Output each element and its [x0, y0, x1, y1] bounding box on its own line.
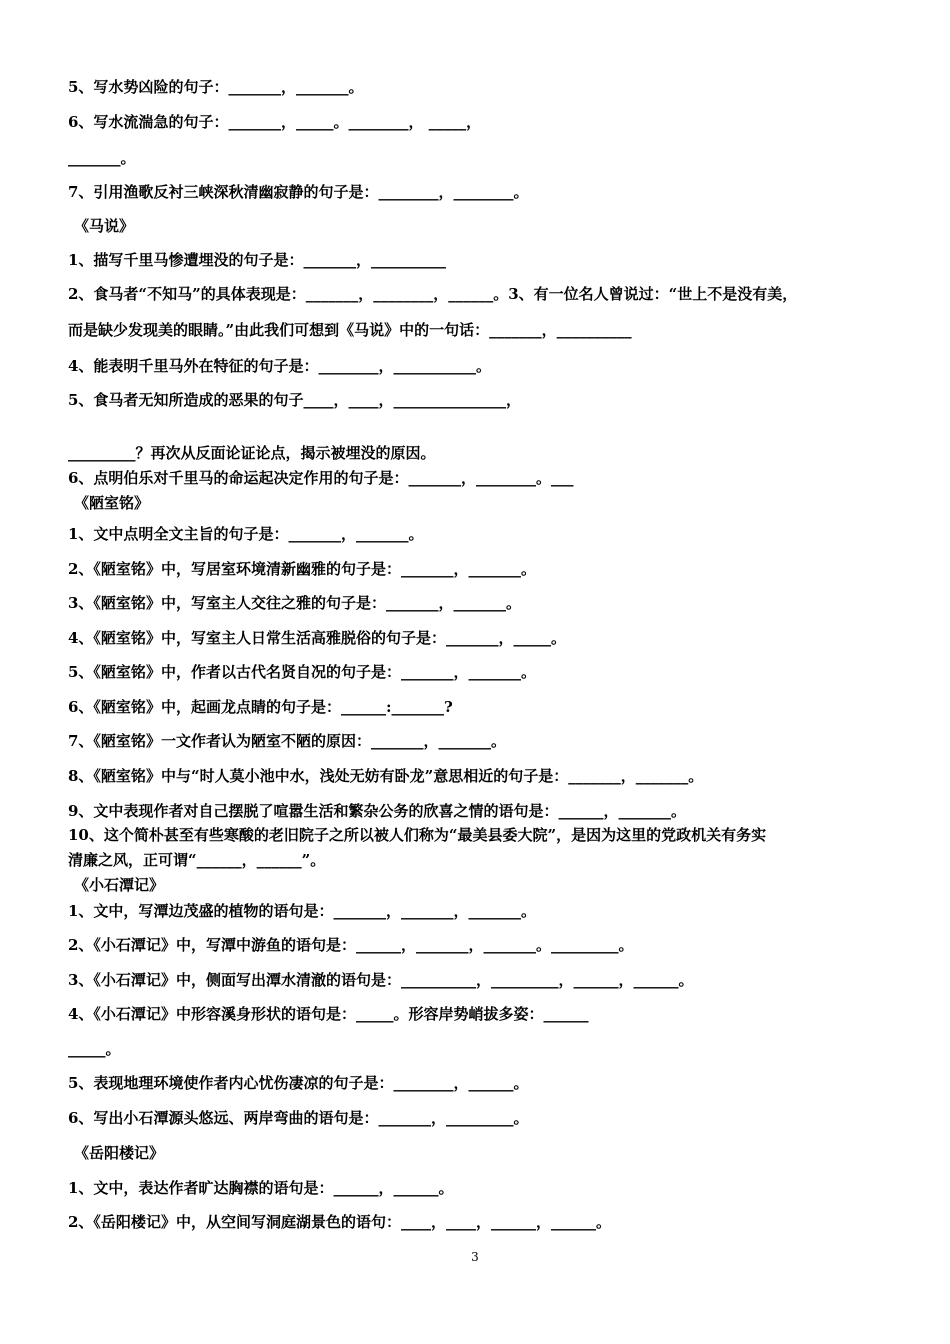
question-line: 2、《岳阳楼记》中，从空间写洞庭湖景色的语句：____，____，______，______。	[68, 1213, 611, 1231]
question-line: 1、描写千里马惨遭埋没的句子是：_______，__________	[68, 251, 446, 269]
question-line: 5、食马者无知所造成的恶果的句子____，____，_______________，	[68, 391, 521, 409]
question-line: 2、《小石潭记》中，写潭中游鱼的语句是：______，_______，_______。_________。	[68, 936, 634, 954]
question-line: 4、能表明千里马外在特征的句子是：________，___________。	[68, 357, 491, 375]
question-line: 6、写水流湍急的句子：_______，_____。________， _____，	[68, 113, 482, 131]
question-line: 而是缺少发现美的眼睛。”由此我们可想到《马说》中的一句话：_______，__________	[68, 321, 632, 339]
section-heading: 《陋室铭》	[74, 494, 150, 512]
section-heading: 《小石潭记》	[74, 876, 165, 894]
question-line: _______。	[68, 149, 136, 167]
question-line: 3、《陋室铭》中，写室主人交往之雅的句子是：_______，_______。	[68, 594, 521, 612]
question-line: 6、《陋室铭》中，起画龙点睛的句子是：______:_______?	[68, 698, 453, 716]
question-line: 9、文中表现作者对自己摆脱了喧嚣生活和繁杂公务的欣喜之情的语句是：______，_______。	[68, 802, 686, 820]
question-line: 4、《陋室铭》中，写室主人日常生活高雅脱俗的句子是：_______，_____。	[68, 629, 566, 647]
question-line: 2、《陋室铭》中，写居室环境清新幽雅的句子是：_______，_______。	[68, 560, 536, 578]
question-line: 4、《小石潭记》中形容溪身形状的语句是：_____。形容岸势峭拔多姿：______	[68, 1005, 589, 1023]
question-line: 5、表现地理环境使作者内心忧伤凄凉的句子是：________，______。	[68, 1074, 529, 1092]
question-line: 7、《陋室铭》一文作者认为陋室不陋的原因：_______，_______。	[68, 732, 506, 750]
question-line: 5、《陋室铭》中，作者以古代名贤自况的句子是：_______，_______。	[68, 663, 536, 681]
question-line: 2、食马者“不知马”的具体表现是：_______，________，______。3、有一位名人曾说过：“世上不是没有美，	[68, 285, 798, 303]
question-line: 6、写出小石潭源头悠远、两岸弯曲的语句是：_______，_________。	[68, 1109, 529, 1127]
question-line: 5、写水势凶险的句子：_______，_______。	[68, 78, 364, 96]
page-number: 3	[471, 1250, 479, 1264]
section-heading: 《马说》	[74, 217, 135, 235]
question-line: 清廉之风，正可谓“______，______”。	[68, 851, 326, 869]
question-line: _________？再次从反面论证论点，揭示被埋没的原因。	[68, 444, 436, 462]
question-line: 1、文中，写潭边茂盛的植物的语句是：_______，_______，_______。	[68, 902, 536, 920]
question-line: 8、《陋室铭》中与“时人莫小池中水，浅处无妨有卧龙”意思相近的句子是：_______，_______。	[68, 767, 704, 785]
question-line: 1、文中点明全文主旨的句子是：_______，_______。	[68, 525, 424, 543]
question-line: 7、引用渔歌反衬三峡深秋清幽寂静的句子是：________，________。	[68, 183, 529, 201]
question-line: 3、《小石潭记》中，侧面写出潭水清澈的语句是：__________，_________，______，______。	[68, 971, 694, 989]
section-heading: 《岳阳楼记》	[74, 1144, 165, 1162]
question-line: 1、文中，表达作者旷达胸襟的语句是：______，______。	[68, 1179, 454, 1197]
question-line: 6、点明伯乐对千里马的命运起决定作用的句子是：_______，________。___	[68, 469, 574, 487]
question-line: 10、这个简朴甚至有些寒酸的老旧院子之所以被人们称为“最美县委大院”，是因为这里的党政机关有务实	[68, 826, 767, 844]
question-line: _____。	[68, 1040, 121, 1058]
